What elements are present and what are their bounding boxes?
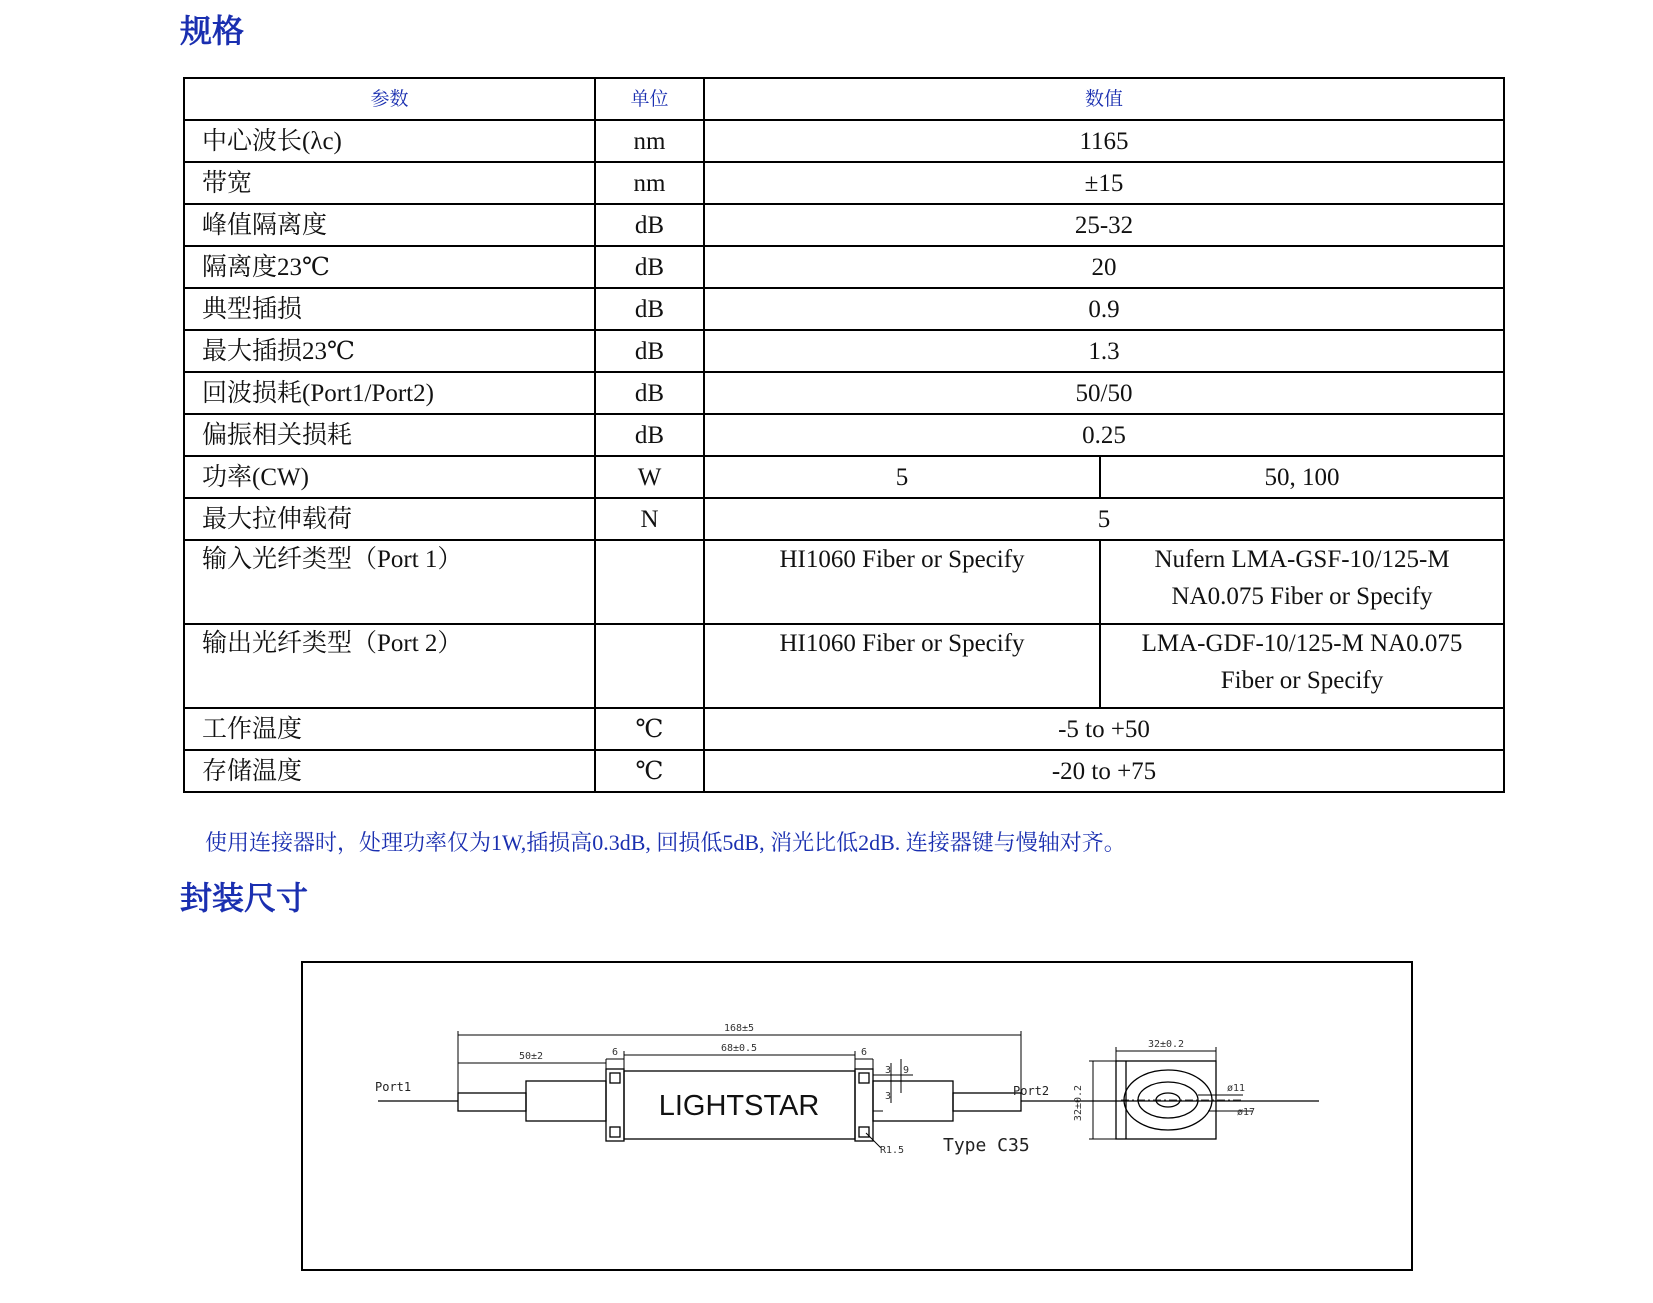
value-cell-a: HI1060 Fiber or Specify xyxy=(704,624,1100,708)
dim-fiber: 50±2 xyxy=(518,1051,544,1062)
param-cell: 典型插损 xyxy=(184,288,595,330)
value-cell: 20 xyxy=(704,246,1504,288)
value-cell-a: 5 xyxy=(704,456,1100,498)
value-cell: 1.3 xyxy=(704,330,1504,372)
param-cell: 回波损耗(Port1/Port2) xyxy=(184,372,595,414)
type-label: Type C35 xyxy=(943,1135,1030,1156)
dim-height: 32±0.2 xyxy=(1073,1084,1084,1122)
dim-d17: ø17 xyxy=(1237,1107,1256,1118)
left-flange xyxy=(606,1069,624,1141)
value-cell: 1165 xyxy=(704,120,1504,162)
port1-label: Port1 xyxy=(375,1080,412,1094)
dim-width: 32±0.2 xyxy=(1147,1039,1185,1050)
table-row xyxy=(184,204,1504,246)
value-cell: 0.25 xyxy=(704,414,1504,456)
param-cell: 带宽 xyxy=(184,162,595,204)
dim-body: 68±0.5 xyxy=(720,1043,758,1054)
dim-3a: 3 xyxy=(885,1065,892,1076)
value-cell: -20 to +75 xyxy=(704,750,1504,792)
table-row xyxy=(184,246,1504,288)
package-drawing xyxy=(301,961,1413,1271)
section-title-spec: 规格 xyxy=(180,12,245,50)
value-cell: 50/50 xyxy=(704,372,1504,414)
unit-cell: N xyxy=(595,498,704,540)
table-row xyxy=(184,372,1504,414)
value-cell: -5 to +50 xyxy=(704,708,1504,750)
dim-d11: ø11 xyxy=(1227,1083,1246,1094)
unit-cell: W xyxy=(595,456,704,498)
param-cell: 偏振相关损耗 xyxy=(184,414,595,456)
value-line-2: Fiber or Specify xyxy=(1220,667,1384,694)
unit-cell: dB xyxy=(595,204,704,246)
param-cell: 最大拉伸载荷 xyxy=(184,498,595,540)
value-cell: 0.9 xyxy=(704,288,1504,330)
param-cell: 峰值隔离度 xyxy=(184,204,595,246)
dim-r: R1.5 xyxy=(880,1145,905,1156)
port1-tube xyxy=(526,1081,606,1121)
unit-cell: dB xyxy=(595,288,704,330)
port2-label: Port2 xyxy=(1013,1084,1050,1098)
value-line-1: Nufern LMA-GSF-10/125-M xyxy=(1154,546,1450,573)
table-row xyxy=(184,330,1504,372)
section-title-package: 封装尺寸 xyxy=(180,879,309,917)
table-row xyxy=(184,162,1504,204)
header-param: 参数 xyxy=(184,78,595,120)
right-flange xyxy=(855,1069,873,1141)
value-cell-b: 50, 100 xyxy=(1100,456,1504,498)
table-row xyxy=(184,414,1504,456)
param-cell: 功率(CW) xyxy=(184,456,595,498)
header-value: 数值 xyxy=(704,78,1504,120)
unit-cell: nm xyxy=(595,120,704,162)
param-cell: 输入光纤类型（Port 1） xyxy=(184,540,595,624)
param-cell: 工作温度 xyxy=(184,708,595,750)
value-line-2: NA0.075 Fiber or Specify xyxy=(1171,583,1433,610)
table-row xyxy=(184,288,1504,330)
table-row xyxy=(184,456,1504,498)
usage-note: 使用连接器时，处理功率仅为1W,插损高0.3dB, 回损低5dB, 消光比低2dB. 连接器键与慢轴对齐。 xyxy=(205,830,1126,855)
param-cell: 最大插损23℃ xyxy=(184,330,595,372)
dim-6-left: 6 xyxy=(611,1047,619,1058)
table-row xyxy=(184,708,1504,750)
port1-boot xyxy=(458,1093,526,1111)
spec-table xyxy=(183,77,1505,793)
port2-boot xyxy=(953,1093,1021,1111)
param-cell: 存储温度 xyxy=(184,750,595,792)
header-unit: 单位 xyxy=(595,78,704,120)
value-cell-b xyxy=(1100,624,1504,708)
dim-6-right: 6 xyxy=(860,1047,868,1058)
table-row xyxy=(184,120,1504,162)
unit-cell: ℃ xyxy=(595,750,704,792)
value-cell: 25-32 xyxy=(704,204,1504,246)
table-row xyxy=(184,750,1504,792)
value-cell-a: HI1060 Fiber or Specify xyxy=(704,540,1100,624)
dim-3b: 3 xyxy=(885,1091,892,1102)
param-cell: 输出光纤类型（Port 2） xyxy=(184,624,595,708)
dimension-drawing-svg xyxy=(303,963,1415,1273)
unit-cell: dB xyxy=(595,414,704,456)
value-line-1: LMA-GDF-10/125-M NA0.075 xyxy=(1141,630,1463,657)
param-cell: 隔离度23℃ xyxy=(184,246,595,288)
value-cell-b xyxy=(1100,540,1504,624)
value-cell: 5 xyxy=(704,498,1504,540)
unit-cell: nm xyxy=(595,162,704,204)
unit-cell: ℃ xyxy=(595,708,704,750)
table-row xyxy=(184,498,1504,540)
value-cell: ±15 xyxy=(704,162,1504,204)
unit-cell: dB xyxy=(595,372,704,414)
unit-cell xyxy=(595,624,704,708)
dim-9: 9 xyxy=(903,1065,910,1076)
unit-cell: dB xyxy=(595,246,704,288)
param-cell: 中心波长(λc) xyxy=(184,120,595,162)
unit-cell: dB xyxy=(595,330,704,372)
unit-cell xyxy=(595,540,704,624)
table-row xyxy=(184,540,1504,624)
table-row xyxy=(184,624,1504,708)
dim-total: 168±5 xyxy=(723,1023,755,1034)
brand-label: LIGHTSTAR xyxy=(658,1090,820,1122)
